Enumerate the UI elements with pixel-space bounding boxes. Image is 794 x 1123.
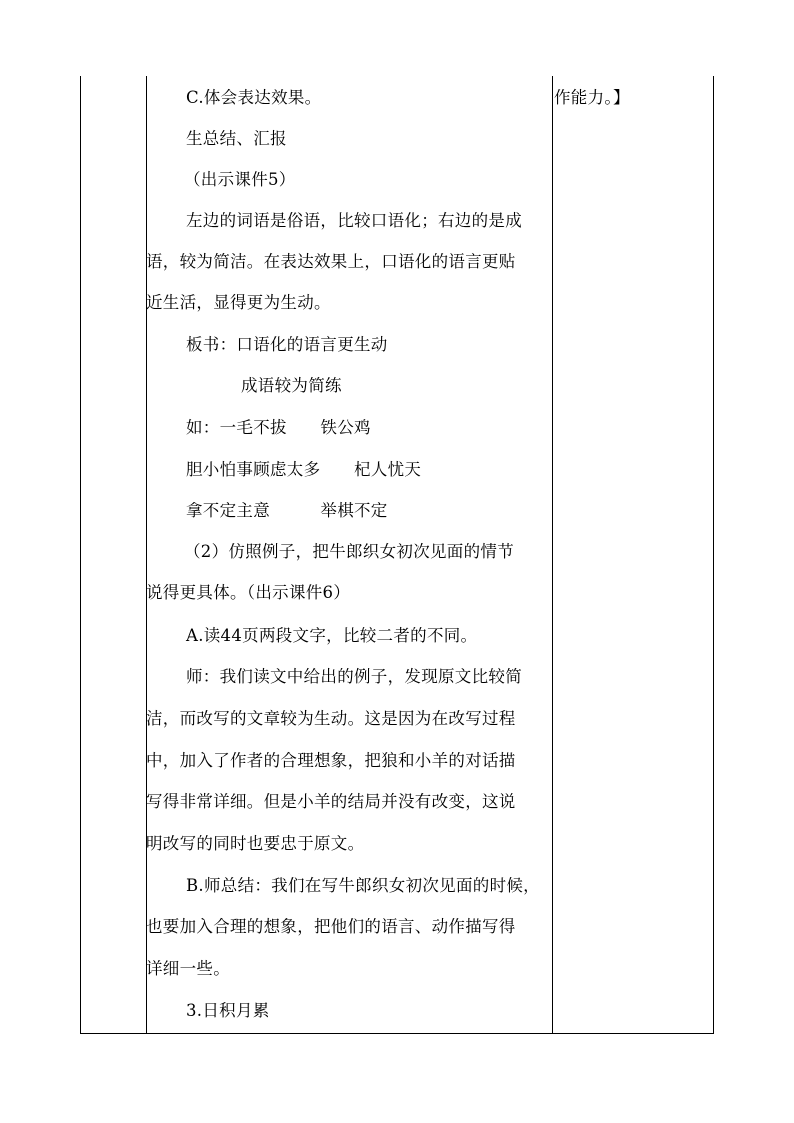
text-line: 中，加入了作者的合理想象，把狼和小羊的对话描 <box>146 751 516 770</box>
text-line: 拿不定主意 举棋不定 <box>186 501 388 520</box>
text-line: 语，较为简洁。在表达效果上，口语化的语言更贴 <box>146 252 516 271</box>
text-line: 生总结、汇报 <box>186 129 287 148</box>
lesson-table <box>80 76 714 1034</box>
text-line: 3.日积月累 <box>186 1001 270 1020</box>
side-text: 作能力。】 <box>554 88 630 107</box>
text-line: 说得更具体。（出示课件6） <box>146 583 351 602</box>
design-intent-cell <box>552 76 712 1033</box>
text-line: 如：一毛不拔 铁公鸡 <box>186 418 371 437</box>
text-line: 洁，而改写的文章较为生动。这是因为在改写过程 <box>146 709 516 728</box>
text-line: 成语较为简练 <box>241 376 342 395</box>
text-line: 详细一些。 <box>146 959 230 978</box>
table-border-right <box>713 76 714 1033</box>
text-line: （出示课件5） <box>184 170 296 189</box>
text-line: 明改写的同时也要忠于原文。 <box>146 834 365 853</box>
text-line: 也要加入合理的想象，把他们的语言、动作描写得 <box>146 917 516 936</box>
text-line: B.师总结：我们在写牛郎织女初次见面的时候， <box>186 876 540 895</box>
text-line: 左边的词语是俗语，比较口语化；右边的是成 <box>186 211 522 230</box>
text-line: C.体会表达效果。 <box>186 88 322 107</box>
text-line: A.读44页两段文字，比较二者的不同。 <box>186 626 478 645</box>
table-border-left <box>80 76 81 1033</box>
teaching-process-cell <box>146 76 552 1033</box>
text-line: 胆小怕事顾虑太多 杞人忧天 <box>186 460 422 479</box>
text-line: 板书：口语化的语言更生动 <box>186 335 388 354</box>
text-line: 近生活，显得更为生动。 <box>146 293 331 312</box>
text-line: （2）仿照例子，把牛郎织女初次见面的情节 <box>184 542 514 561</box>
text-line: 写得非常详细。但是小羊的结局并没有改变，这说 <box>146 792 516 811</box>
text-line: 师：我们读文中给出的例子，发现原文比较简 <box>186 667 522 686</box>
